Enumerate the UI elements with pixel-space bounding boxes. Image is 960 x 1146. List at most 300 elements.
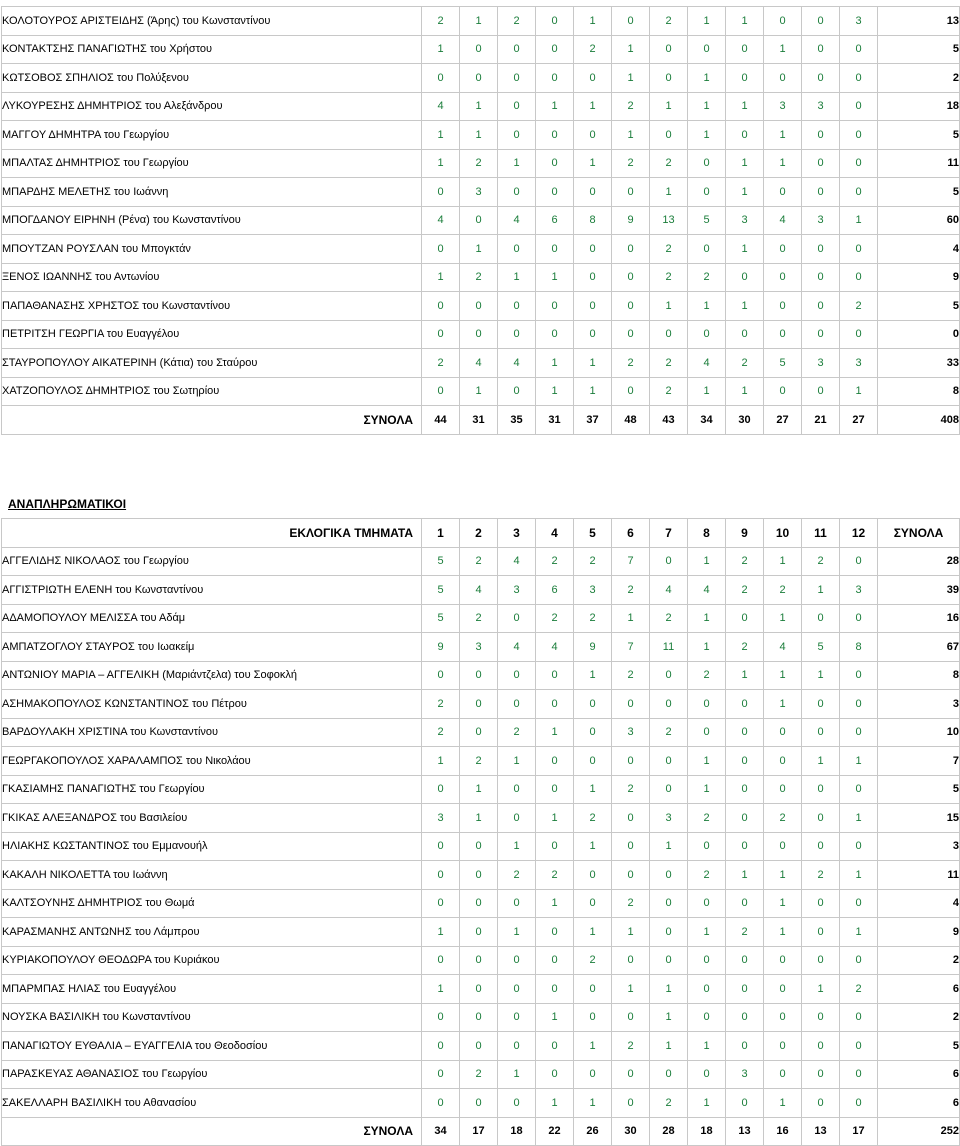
vote-total: 33 <box>878 349 960 378</box>
vote-count: 1 <box>460 92 498 121</box>
vote-count: 2 <box>612 92 650 121</box>
vote-total: 10 <box>878 718 960 747</box>
vote-count: 0 <box>498 690 536 719</box>
vote-count: 0 <box>498 92 536 121</box>
vote-count: 0 <box>536 64 574 93</box>
table-row <box>2 547 960 576</box>
column-header: 9 <box>726 519 764 548</box>
vote-count: 2 <box>422 690 460 719</box>
vote-count: 1 <box>574 377 612 406</box>
vote-count: 1 <box>536 889 574 918</box>
vote-count: 1 <box>574 149 612 178</box>
vote-count: 2 <box>802 547 840 576</box>
table-row <box>2 1089 960 1118</box>
vote-count: 3 <box>840 349 878 378</box>
vote-count: 6 <box>536 576 574 605</box>
vote-count: 0 <box>764 7 802 36</box>
vote-count: 0 <box>422 946 460 975</box>
vote-count: 1 <box>726 861 764 890</box>
table-row <box>2 206 960 235</box>
vote-count: 0 <box>498 35 536 64</box>
vote-count: 0 <box>726 35 764 64</box>
vote-count: 0 <box>764 178 802 207</box>
vote-count: 2 <box>498 7 536 36</box>
vote-count: 0 <box>574 975 612 1004</box>
vote-total: 6 <box>878 1089 960 1118</box>
column-header: 4 <box>536 519 574 548</box>
vote-count: 1 <box>574 775 612 804</box>
vote-count: 0 <box>688 718 726 747</box>
vote-count: 4 <box>422 92 460 121</box>
vote-total: 3 <box>878 690 960 719</box>
candidate-name: ΜΠΑΡΜΠΑΣ ΗΛΙΑΣ του Ευαγγέλου <box>2 975 422 1004</box>
vote-count: 1 <box>536 92 574 121</box>
vote-count: 1 <box>574 661 612 690</box>
vote-count: 0 <box>726 1032 764 1061</box>
column-header: 5 <box>574 519 612 548</box>
vote-count: 1 <box>574 7 612 36</box>
vote-count: 2 <box>612 889 650 918</box>
column-total: 21 <box>802 406 840 435</box>
vote-count: 0 <box>840 946 878 975</box>
vote-count: 0 <box>498 604 536 633</box>
table-row <box>2 235 960 264</box>
column-header: 11 <box>802 519 840 548</box>
vote-count: 1 <box>422 747 460 776</box>
vote-count: 3 <box>726 1060 764 1089</box>
vote-count: 0 <box>536 235 574 264</box>
vote-count: 0 <box>726 718 764 747</box>
vote-count: 0 <box>498 1032 536 1061</box>
vote-count: 2 <box>536 604 574 633</box>
column-total: 35 <box>498 406 536 435</box>
vote-count: 0 <box>612 861 650 890</box>
candidate-name: ΜΠΟΓΔΑΝΟΥ ΕΙΡΗΝΗ (Ρένα) του Κωνσταντίνου <box>2 206 422 235</box>
column-total: 22 <box>536 1117 574 1146</box>
vote-total: 9 <box>878 263 960 292</box>
header-row <box>2 519 960 548</box>
vote-count: 2 <box>612 149 650 178</box>
vote-count: 0 <box>840 263 878 292</box>
column-header: 6 <box>612 519 650 548</box>
vote-count: 1 <box>650 1032 688 1061</box>
vote-total: 11 <box>878 149 960 178</box>
vote-count: 1 <box>650 832 688 861</box>
vote-count: 0 <box>802 1032 840 1061</box>
vote-count: 1 <box>764 661 802 690</box>
candidate-name: ΚΥΡΙΑΚΟΠΟΥΛΟΥ ΘΕΟΔΩΡΑ του Κυριάκου <box>2 946 422 975</box>
vote-count: 0 <box>688 149 726 178</box>
vote-count: 0 <box>612 747 650 776</box>
vote-count: 0 <box>612 7 650 36</box>
candidate-name: ΚΑΚΑΛΗ ΝΙΚΟΛΕΤΤΑ του Ιωάννη <box>2 861 422 890</box>
vote-count: 0 <box>574 320 612 349</box>
candidate-name: ΝΟΥΣΚΑ ΒΑΣΙΛΙΚΗ του Κωνσταντίνου <box>2 1003 422 1032</box>
vote-count: 0 <box>574 235 612 264</box>
vote-count: 0 <box>498 804 536 833</box>
vote-count: 0 <box>536 918 574 947</box>
column-total: 28 <box>650 1117 688 1146</box>
vote-count: 1 <box>726 178 764 207</box>
vote-count: 0 <box>536 149 574 178</box>
vote-count: 4 <box>460 349 498 378</box>
vote-count: 2 <box>574 804 612 833</box>
vote-count: 2 <box>536 547 574 576</box>
vote-count: 0 <box>422 1032 460 1061</box>
candidates-table <box>1 6 960 435</box>
vote-count: 2 <box>460 547 498 576</box>
vote-count: 2 <box>650 149 688 178</box>
vote-count: 1 <box>764 547 802 576</box>
vote-count: 0 <box>802 718 840 747</box>
vote-count: 1 <box>764 690 802 719</box>
vote-count: 1 <box>688 633 726 662</box>
vote-count: 0 <box>840 547 878 576</box>
vote-count: 0 <box>650 918 688 947</box>
substitutes-table <box>1 518 960 1146</box>
vote-count: 0 <box>802 178 840 207</box>
candidate-name: ΠΑΠΑΘΑΝΑΣΗΣ ΧΡΗΣΤΟΣ του Κωνσταντίνου <box>2 292 422 321</box>
vote-count: 0 <box>612 377 650 406</box>
vote-count: 0 <box>422 1003 460 1032</box>
vote-count: 0 <box>612 1003 650 1032</box>
vote-count: 0 <box>650 690 688 719</box>
vote-count: 0 <box>574 292 612 321</box>
vote-count: 0 <box>802 946 840 975</box>
candidate-name: ΧΑΤΖΟΠΟΥΛΟΣ ΔΗΜΗΤΡΙΟΣ του Σωτηρίου <box>2 377 422 406</box>
vote-count: 2 <box>726 349 764 378</box>
vote-count: 0 <box>840 1003 878 1032</box>
vote-count: 0 <box>574 64 612 93</box>
vote-count: 0 <box>650 747 688 776</box>
column-header: 8 <box>688 519 726 548</box>
vote-count: 0 <box>498 292 536 321</box>
vote-count: 5 <box>764 349 802 378</box>
vote-count: 2 <box>574 604 612 633</box>
vote-count: 4 <box>764 206 802 235</box>
table-row <box>2 576 960 605</box>
vote-count: 0 <box>498 121 536 150</box>
table-row <box>2 121 960 150</box>
vote-count: 1 <box>688 604 726 633</box>
vote-count: 0 <box>498 178 536 207</box>
vote-count: 1 <box>802 747 840 776</box>
vote-count: 0 <box>460 690 498 719</box>
vote-count: 1 <box>422 35 460 64</box>
vote-count: 0 <box>764 320 802 349</box>
vote-count: 0 <box>726 604 764 633</box>
vote-count: 2 <box>422 718 460 747</box>
vote-count: 1 <box>726 7 764 36</box>
vote-count: 2 <box>688 804 726 833</box>
vote-count: 1 <box>764 889 802 918</box>
vote-count: 1 <box>498 832 536 861</box>
vote-count: 0 <box>840 604 878 633</box>
vote-count: 4 <box>688 576 726 605</box>
column-total: 27 <box>840 406 878 435</box>
column-total: 27 <box>764 406 802 435</box>
vote-count: 2 <box>726 547 764 576</box>
vote-count: 1 <box>460 235 498 264</box>
vote-count: 1 <box>802 975 840 1004</box>
vote-count: 0 <box>688 320 726 349</box>
vote-count: 1 <box>688 92 726 121</box>
vote-count: 0 <box>650 64 688 93</box>
vote-count: 1 <box>422 263 460 292</box>
vote-count: 4 <box>460 576 498 605</box>
vote-count: 1 <box>460 775 498 804</box>
vote-count: 1 <box>688 747 726 776</box>
vote-count: 0 <box>536 178 574 207</box>
vote-count: 0 <box>422 178 460 207</box>
vote-count: 0 <box>422 320 460 349</box>
vote-count: 0 <box>574 178 612 207</box>
vote-count: 0 <box>726 690 764 719</box>
vote-count: 0 <box>422 377 460 406</box>
vote-total: 6 <box>878 1060 960 1089</box>
vote-count: 0 <box>764 747 802 776</box>
vote-count: 2 <box>612 661 650 690</box>
vote-count: 1 <box>536 263 574 292</box>
vote-count: 0 <box>460 946 498 975</box>
vote-count: 2 <box>612 1032 650 1061</box>
vote-count: 1 <box>764 918 802 947</box>
vote-count: 3 <box>460 178 498 207</box>
vote-count: 5 <box>802 633 840 662</box>
vote-count: 2 <box>650 349 688 378</box>
candidate-name: ΓΚΙΚΑΣ ΑΛΕΞΑΝΔΡΟΣ του Βασιλείου <box>2 804 422 833</box>
column-header: 3 <box>498 519 536 548</box>
vote-count: 1 <box>498 149 536 178</box>
vote-count: 1 <box>536 804 574 833</box>
vote-count: 1 <box>688 775 726 804</box>
vote-count: 0 <box>536 1032 574 1061</box>
table-row <box>2 64 960 93</box>
vote-count: 1 <box>840 804 878 833</box>
vote-count: 1 <box>460 121 498 150</box>
vote-count: 5 <box>422 604 460 633</box>
vote-total: 28 <box>878 547 960 576</box>
vote-total: 5 <box>878 292 960 321</box>
vote-count: 4 <box>764 633 802 662</box>
vote-count: 2 <box>802 861 840 890</box>
vote-total: 4 <box>878 235 960 264</box>
vote-count: 0 <box>536 975 574 1004</box>
vote-count: 1 <box>650 92 688 121</box>
vote-count: 1 <box>764 35 802 64</box>
vote-count: 1 <box>840 747 878 776</box>
vote-count: 0 <box>840 64 878 93</box>
vote-count: 2 <box>650 7 688 36</box>
vote-count: 2 <box>460 604 498 633</box>
column-total: 30 <box>612 1117 650 1146</box>
vote-total: 5 <box>878 121 960 150</box>
vote-count: 0 <box>726 832 764 861</box>
vote-count: 0 <box>612 804 650 833</box>
column-total: 34 <box>688 406 726 435</box>
vote-count: 0 <box>650 775 688 804</box>
table-row <box>2 320 960 349</box>
vote-count: 0 <box>688 35 726 64</box>
candidate-name: ΗΛΙΑΚΗΣ ΚΩΣΤΑΝΤΙΝΟΣ του Εμμανουήλ <box>2 832 422 861</box>
candidate-name: ΑΜΠΑΤΖΟΓΛΟΥ ΣΤΑΥΡΟΣ του Ιωακείμ <box>2 633 422 662</box>
vote-count: 13 <box>650 206 688 235</box>
vote-total: 2 <box>878 64 960 93</box>
vote-count: 0 <box>498 889 536 918</box>
vote-count: 0 <box>460 975 498 1004</box>
vote-count: 1 <box>536 349 574 378</box>
column-total: 44 <box>422 406 460 435</box>
table-row <box>2 747 960 776</box>
vote-count: 1 <box>574 349 612 378</box>
candidate-name: ΚΟΝΤΑΚΤΣΗΣ ΠΑΝΑΓΙΩΤΗΣ του Χρήστου <box>2 35 422 64</box>
vote-count: 0 <box>764 377 802 406</box>
vote-count: 0 <box>840 235 878 264</box>
vote-count: 1 <box>422 121 460 150</box>
table-row <box>2 178 960 207</box>
table-row <box>2 263 960 292</box>
column-total: 26 <box>574 1117 612 1146</box>
vote-count: 1 <box>726 377 764 406</box>
table-row <box>2 889 960 918</box>
vote-count: 0 <box>764 832 802 861</box>
vote-count: 0 <box>536 946 574 975</box>
vote-count: 3 <box>802 349 840 378</box>
column-header: 12 <box>840 519 878 548</box>
vote-total: 2 <box>878 1003 960 1032</box>
candidate-name: ΓΕΩΡΓΑΚΟΠΟΥΛΟΣ ΧΑΡΑΛΑΜΠΟΣ του Νικολάου <box>2 747 422 776</box>
vote-count: 1 <box>726 92 764 121</box>
vote-count: 2 <box>726 576 764 605</box>
vote-count: 1 <box>764 861 802 890</box>
vote-count: 2 <box>422 7 460 36</box>
table-row <box>2 35 960 64</box>
vote-count: 1 <box>688 1032 726 1061</box>
vote-count: 1 <box>650 292 688 321</box>
vote-count: 1 <box>536 1089 574 1118</box>
candidate-name: ΓΚΑΣΙΑΜΗΣ ΠΑΝΑΓΙΩΤΗΣ του Γεωργίου <box>2 775 422 804</box>
vote-count: 0 <box>764 1032 802 1061</box>
vote-count: 1 <box>536 718 574 747</box>
candidate-name: ΚΑΛΤΣΟΥΝΗΣ ΔΗΜΗΤΡΙΟΣ του Θωμά <box>2 889 422 918</box>
vote-count: 1 <box>574 92 612 121</box>
vote-count: 0 <box>688 889 726 918</box>
vote-count: 0 <box>498 235 536 264</box>
vote-count: 0 <box>536 832 574 861</box>
vote-count: 1 <box>574 1032 612 1061</box>
vote-count: 0 <box>802 263 840 292</box>
column-header: 7 <box>650 519 688 548</box>
vote-count: 5 <box>422 547 460 576</box>
vote-count: 3 <box>498 576 536 605</box>
table-row <box>2 975 960 1004</box>
vote-count: 1 <box>650 975 688 1004</box>
column-header: 10 <box>764 519 802 548</box>
table-row <box>2 946 960 975</box>
vote-count: 2 <box>650 263 688 292</box>
vote-count: 1 <box>422 975 460 1004</box>
candidate-name: ΚΩΤΣΟΒΟΣ ΣΠΗΛΙΟΣ του Πολύξενου <box>2 64 422 93</box>
table-row <box>2 918 960 947</box>
vote-count: 0 <box>536 35 574 64</box>
vote-count: 0 <box>422 235 460 264</box>
vote-count: 0 <box>726 1003 764 1032</box>
grand-total: 252 <box>878 1117 960 1146</box>
column-total: 31 <box>536 406 574 435</box>
vote-count: 0 <box>802 149 840 178</box>
vote-count: 0 <box>764 292 802 321</box>
vote-count: 1 <box>688 7 726 36</box>
vote-count: 0 <box>726 263 764 292</box>
vote-total: 4 <box>878 889 960 918</box>
vote-count: 0 <box>650 1060 688 1089</box>
vote-count: 2 <box>498 861 536 890</box>
table-row <box>2 804 960 833</box>
totals-row <box>2 1117 960 1146</box>
vote-count: 1 <box>498 747 536 776</box>
vote-count: 0 <box>536 7 574 36</box>
column-total: 34 <box>422 1117 460 1146</box>
table-row <box>2 633 960 662</box>
vote-count: 0 <box>726 320 764 349</box>
vote-count: 2 <box>574 35 612 64</box>
vote-count: 0 <box>802 64 840 93</box>
vote-count: 1 <box>688 121 726 150</box>
vote-count: 0 <box>650 320 688 349</box>
vote-total: 5 <box>878 35 960 64</box>
vote-total: 5 <box>878 178 960 207</box>
vote-count: 0 <box>764 1003 802 1032</box>
vote-count: 0 <box>726 946 764 975</box>
vote-total: 60 <box>878 206 960 235</box>
column-total: 17 <box>840 1117 878 1146</box>
candidate-name: ΒΑΡΔΟΥΛΑΚΗ ΧΡΙΣΤΙΝΑ του Κωνσταντίνου <box>2 718 422 747</box>
vote-count: 0 <box>612 235 650 264</box>
vote-count: 0 <box>536 292 574 321</box>
vote-count: 0 <box>612 690 650 719</box>
vote-count: 0 <box>840 1060 878 1089</box>
vote-count: 0 <box>612 1089 650 1118</box>
vote-count: 0 <box>422 832 460 861</box>
vote-count: 0 <box>612 946 650 975</box>
vote-count: 0 <box>802 121 840 150</box>
vote-count: 0 <box>802 320 840 349</box>
vote-count: 0 <box>498 946 536 975</box>
vote-count: 0 <box>840 889 878 918</box>
vote-count: 1 <box>688 1089 726 1118</box>
vote-total: 13 <box>878 7 960 36</box>
vote-total: 7 <box>878 747 960 776</box>
vote-count: 2 <box>422 349 460 378</box>
vote-count: 0 <box>802 832 840 861</box>
vote-count: 0 <box>460 718 498 747</box>
column-total: 17 <box>460 1117 498 1146</box>
vote-count: 2 <box>574 547 612 576</box>
vote-count: 1 <box>574 918 612 947</box>
vote-count: 1 <box>688 918 726 947</box>
vote-count: 7 <box>612 547 650 576</box>
vote-count: 3 <box>612 718 650 747</box>
vote-count: 0 <box>460 292 498 321</box>
vote-count: 0 <box>574 121 612 150</box>
vote-count: 2 <box>574 946 612 975</box>
candidate-name: ΞΕΝΟΣ ΙΩΑΝΝΗΣ του Αντωνίου <box>2 263 422 292</box>
vote-count: 0 <box>612 178 650 207</box>
vote-count: 0 <box>498 1089 536 1118</box>
vote-count: 1 <box>840 377 878 406</box>
vote-count: 0 <box>802 1060 840 1089</box>
section-title: ΑΝΑΠΛΗΡΩΜΑΤΙΚΟΙ <box>8 497 127 511</box>
